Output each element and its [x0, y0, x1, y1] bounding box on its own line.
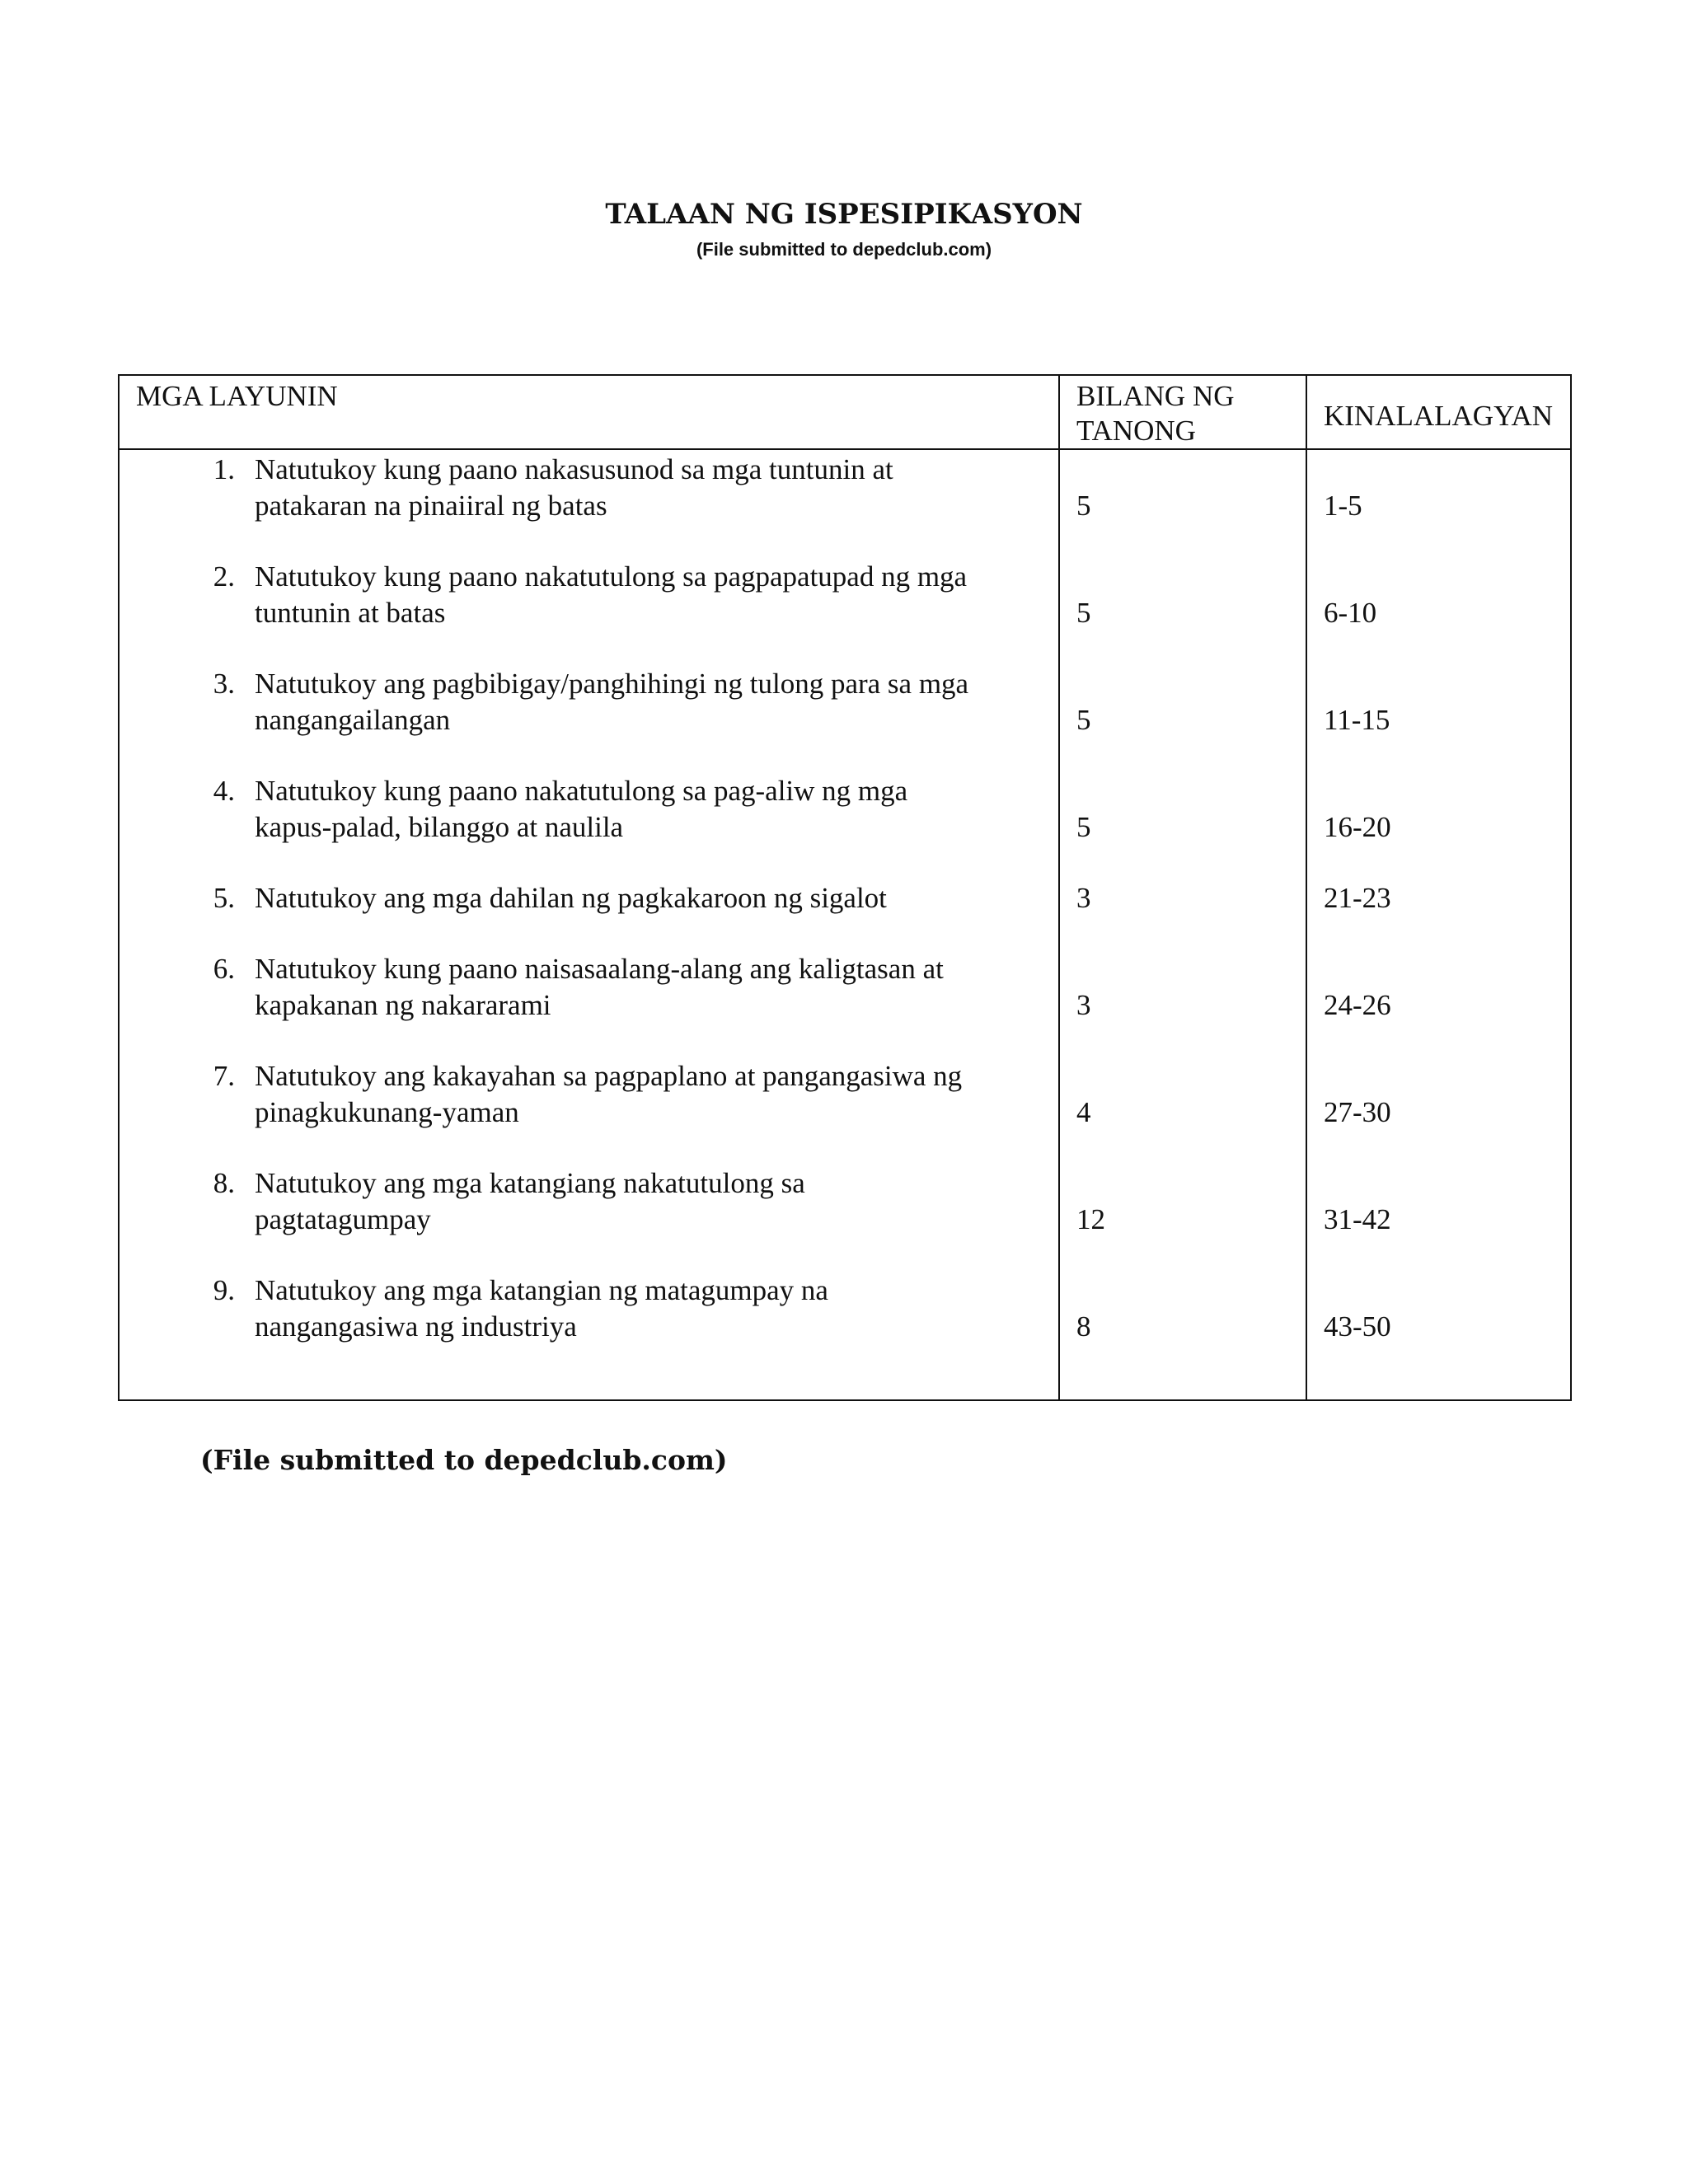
objective-line: tuntunin at batas [255, 597, 446, 629]
question-count-cell: 4 [1059, 1058, 1306, 1165]
objective-line: pinagkukunang-yaman [255, 1096, 519, 1128]
objective-cell [119, 773, 1059, 880]
table-row [119, 449, 1571, 559]
table-body [119, 449, 1571, 1400]
objective-line: Natutukoy ang mga katangiang nakatutulong sa [255, 1167, 805, 1199]
table-row [119, 773, 1571, 880]
question-count-cell: 12 [1059, 1165, 1306, 1272]
list-item [120, 1272, 1058, 1345]
location-cell: 11-15 [1306, 666, 1571, 773]
objective-number: 6. [213, 953, 235, 985]
objective-line: nangangailangan [255, 704, 451, 736]
location-cell: 6-10 [1306, 559, 1571, 666]
document-subtitle: (File submitted to depedclub.com) [696, 239, 992, 260]
question-count-cell: 3 [1059, 880, 1306, 951]
objective-text [235, 666, 1058, 738]
header-objectives: MGA LAYUNIN [119, 375, 1059, 449]
objective-line: Natutukoy kung paano nakatutulong sa pag-aliw ng mga [255, 775, 908, 807]
location-cell: 31-42 [1306, 1165, 1571, 1272]
list-item [120, 666, 1058, 738]
objective-cell [119, 1165, 1059, 1272]
objective-number: 8. [213, 1167, 235, 1199]
objective-line: Natutukoy ang mga katangian ng matagumpay na [255, 1274, 828, 1306]
objective-text [235, 559, 1058, 631]
objective-cell [119, 1058, 1059, 1165]
objective-text [235, 452, 1058, 524]
table-row [119, 880, 1571, 951]
header-location: KINALALAGYAN [1306, 375, 1571, 449]
table-row [119, 951, 1571, 1058]
objective-line: Natutukoy ang kakayahan sa pagpaplano at pangangasiwa ng [255, 1060, 963, 1092]
document-title: TALAAN NG ISPESIPIKASYON [605, 198, 1083, 231]
table-header-row [119, 375, 1571, 449]
objective-text [235, 951, 1058, 1024]
list-item [120, 452, 1058, 524]
objective-text [235, 773, 1058, 846]
specification-table [118, 374, 1572, 1401]
objective-number: 4. [213, 775, 235, 807]
objective-line: patakaran na pinaiiral ng batas [255, 490, 607, 522]
objective-line: Natutukoy kung paano nakasusunod sa mga tuntunin at [255, 453, 893, 485]
objective-cell [119, 951, 1059, 1058]
objective-line: Natutukoy kung paano nakatutulong sa pagpapatupad ng mga [255, 560, 968, 593]
list-item [120, 951, 1058, 1024]
objective-cell [119, 666, 1059, 773]
location-cell: 24-26 [1306, 951, 1571, 1058]
location-cell: 1-5 [1306, 449, 1571, 559]
question-count-cell: 5 [1059, 666, 1306, 773]
objective-line: kapus-palad, bilanggo at naulila [255, 811, 624, 843]
list-item [120, 1165, 1058, 1238]
table-row [119, 1165, 1571, 1272]
objective-text [235, 1272, 1058, 1345]
list-item [120, 880, 1058, 916]
question-count-cell: 5 [1059, 559, 1306, 666]
objective-line: Natutukoy ang pagbibigay/panghihingi ng tulong para sa mga [255, 668, 969, 700]
location-cell: 43-50 [1306, 1272, 1571, 1400]
question-count-cell: 5 [1059, 773, 1306, 880]
objective-number: 1. [213, 453, 235, 485]
list-item [120, 559, 1058, 631]
question-count-cell: 5 [1059, 449, 1306, 559]
table-row [119, 1272, 1571, 1400]
location-cell: 16-20 [1306, 773, 1571, 880]
table-row [119, 1058, 1571, 1165]
objective-cell [119, 559, 1059, 666]
location-cell: 27-30 [1306, 1058, 1571, 1165]
header-question-count: BILANG NG TANONG [1059, 375, 1306, 449]
objective-cell [119, 1272, 1059, 1400]
objective-line: pagtatagumpay [255, 1203, 431, 1235]
objective-number: 7. [213, 1060, 235, 1092]
table-row [119, 666, 1571, 773]
objective-text [235, 1165, 1058, 1238]
list-item [120, 773, 1058, 846]
question-count-cell: 3 [1059, 951, 1306, 1058]
objective-line: Natutukoy ang mga dahilan ng pagkakaroon ng sigalot [255, 882, 887, 914]
objective-cell [119, 880, 1059, 951]
objective-line: Natutukoy kung paano naisasaalang-alang ang kaligtasan at [255, 953, 944, 985]
objective-text [235, 1058, 1058, 1131]
footer-note: (File submitted to depedclub.com) [200, 1444, 728, 1476]
list-item [120, 1058, 1058, 1131]
objective-number: 5. [213, 882, 235, 914]
objective-line: nangangasiwa ng industriya [255, 1310, 577, 1343]
objective-text [235, 880, 1058, 916]
question-count-cell: 8 [1059, 1272, 1306, 1400]
objective-cell [119, 449, 1059, 559]
table-row [119, 559, 1571, 666]
objective-number: 3. [213, 668, 235, 700]
objective-number: 2. [213, 560, 235, 593]
location-cell: 21-23 [1306, 880, 1571, 951]
objective-line: kapakanan ng nakararami [255, 989, 551, 1021]
objective-number: 9. [213, 1274, 235, 1306]
